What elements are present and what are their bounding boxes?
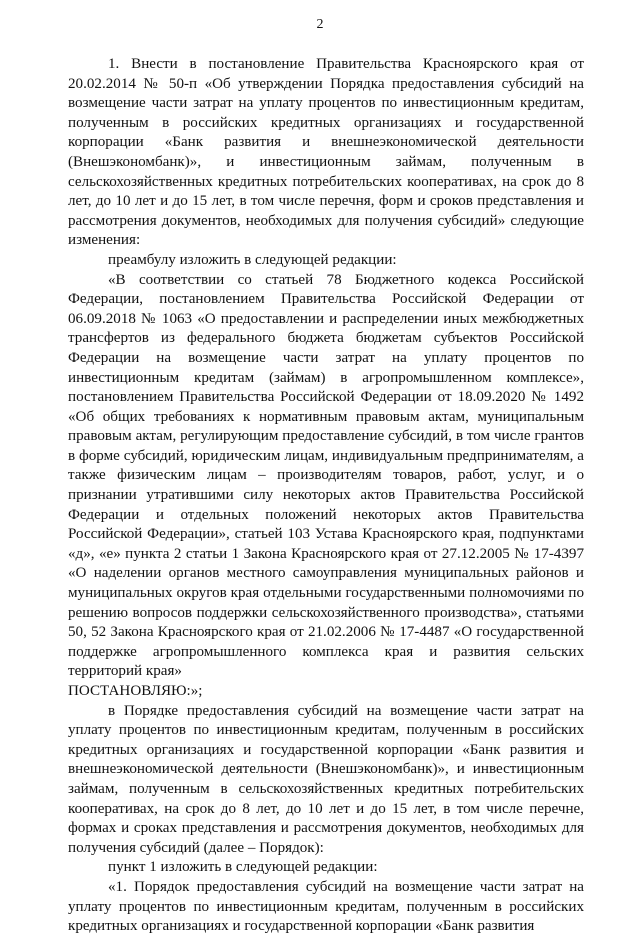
paragraph-amendment-intro: 1. Внести в постановление Правительства Красноярского края от 20.02.2014 № 50-п «Об утверждении Порядка предоставления субсидий на возмещение части затрат на уплату процентов по инвестиционным кредитам, полученным в российских кредитных организациях и государственной корпорации «Банк развития и внешнеэкономической деятельности (Внешэкономбанк)», и инвестиционным займам, полученным в сельскохозяйственных кредитных потребительских кооперативах, на срок до 8 лет, до 10 лет и до 15 лет, в том числе перечня, форм и сроков представления и рассмотрения документов, необходимых для получения субсидий» следующие изменения: bbox=[68, 56, 584, 249]
paragraph-decree-word: ПОСТАНОВЛЯЮ:»; bbox=[68, 683, 203, 699]
document-body bbox=[68, 55, 584, 936]
page-number: 2 bbox=[316, 17, 324, 32]
paragraph-preamble-text: «В соответствии со статьей 78 Бюджетного кодекса Российской Федерации, постановлением Правительства Российской Федерации от 06.09.2018 № 1063 «О предоставлении и распределении иных межбюджетных трансфертов из федерального бюджета бюджетам субъектов Российской Федерации на возмещение части затрат на уплату процентов по инвестиционным кредитам (займам) в агропромышленном комплексе», постановлением Правительства Российской Федерации от 18.09.2020 № 1492 «Об общих требованиях к нормативным правовым актам, муниципальным правовым актам, регулирующим предоставление субсидий, в том числе грантов в форме субсидий, юридическим лицам, индивидуальным предпринимателям, а также физическим лицам – производителям товаров, работ, услуг, и о признании утратившими силу некоторых актов Правительства Российской Федерации и отдельных положений некоторых актов Правительства Российской Федерации», статьей 103 Устава Красноярского края, подпунктами «д», «е» пункта 2 статьи 1 Закона Красноярского края от 27.12.2005 № 17-4397 «О наделении органов местного самоуправления муниципальных районов и муниципальных округов края отдельными государственными полномочиями по решению вопросов поддержки сельскохозяйственного производства», статьями 50, 52 Закона Красноярского края от 21.02.2006 № 17-4487 «О государственной поддержке агропромышленного комплекса края и развития сельских территорий края» bbox=[68, 271, 584, 680]
paragraph-point1-heading: пункт 1 изложить в следующей редакции: bbox=[108, 859, 378, 876]
paragraph-preamble-heading: преамбулу изложить в следующей редакции: bbox=[108, 251, 397, 268]
paragraph-point1-text: «1. Порядок предоставления субсидий на возмещение части затрат на уплату процентов по инвестиционным кредитам, полученным в российских кредитных организациях и государственной корпорации «Банк развития bbox=[68, 878, 584, 935]
paragraph-procedure-intro: в Порядке предоставления субсидий на возмещение части затрат на уплату процентов по инвестиционным кредитам, полученным в российских кредитных организациях и государственной корпорации «Банк развития и внешнеэкономической деятельности (Внешэкономбанк)», и инвестиционным займам, полученным в сельскохозяйственных кредитных потребительских кооперативах, на срок до 8 лет, до 10 лет и до 15 лет, в том числе перечне, формах и сроках представления и рассмотрения документов, необходимых для получения субсидий (далее – Порядок): bbox=[68, 702, 584, 856]
